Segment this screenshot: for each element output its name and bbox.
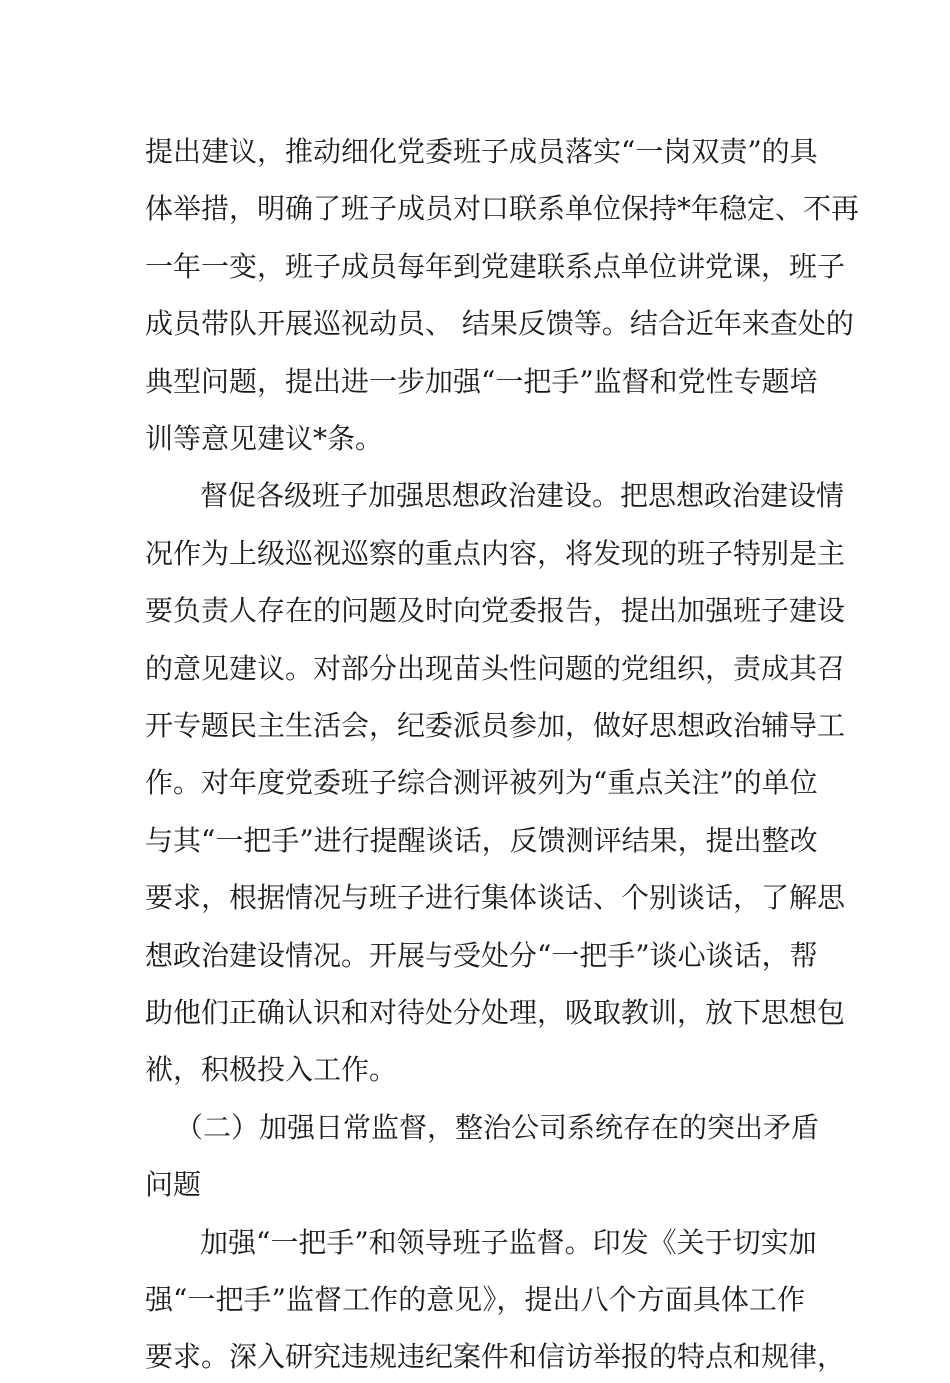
section-heading-continued: 问题 <box>145 1168 202 1201</box>
paragraph-first-line: 加强“一把手”和领导班子监督。印发《关于切实加 <box>200 1226 817 1259</box>
paragraph-line: 袱，积极投入工作。 <box>145 1053 398 1086</box>
paragraph-line: 要负责人存在的问题及时向党委报告，提出加强班子建设 <box>145 594 846 627</box>
paragraph-line: 想政治建设情况。开展与受处分“一把手”谈心谈话，帮 <box>145 939 818 972</box>
paragraph-line: 况作为上级巡视巡察的重点内容，将发现的班子特别是主 <box>145 537 846 570</box>
paragraph-line: 与其“一把手”进行提醒谈话，反馈测评结果，提出整改 <box>145 824 818 857</box>
paragraph-first-line: 督促各级班子加强思想政治建设。把思想政治建设情 <box>200 479 845 512</box>
paragraph-line: 要求。深入研究违规违纪案件和信访举报的特点和规律， <box>145 1340 846 1373</box>
section-heading: （二）加强日常监督，整治公司系统存在的突出矛盾 <box>175 1111 820 1144</box>
paragraph-line: 成员带队开展巡视动员、 结果反馈等。结合近年来查处的 <box>145 307 854 340</box>
paragraph-line: 典型问题，提出进一步加强“一把手”监督和党性专题培 <box>145 365 818 398</box>
paragraph-line: 开专题民主生活会，纪委派员参加，做好思想政治辅导工 <box>145 709 846 742</box>
paragraph-line: 体举措，明确了班子成员对口联系单位保持*年稳定、不再 <box>145 192 860 225</box>
paragraph-line: 要求，根据情况与班子进行集体谈话、个别谈话，了解思 <box>145 881 846 914</box>
paragraph-line: 训等意见建议*条。 <box>145 422 384 455</box>
paragraph-line: 助他们正确认识和对待处分处理，吸取教训，放下思想包 <box>145 996 846 1029</box>
paragraph-line: 强“一把手”监督工作的意见》，提出八个方面具体工作 <box>145 1283 805 1316</box>
paragraph-line: 一年一变，班子成员每年到党建联系点单位讲党课，班子 <box>145 250 846 283</box>
paragraph-line: 的意见建议。对部分出现苗头性问题的党组织，责成其召 <box>145 652 846 685</box>
paragraph-line: 提出建议，推动细化党委班子成员落实“一岗双责”的具 <box>145 135 818 168</box>
paragraph-line: 作。对年度党委班子综合测评被列为“重点关注”的单位 <box>145 766 818 799</box>
